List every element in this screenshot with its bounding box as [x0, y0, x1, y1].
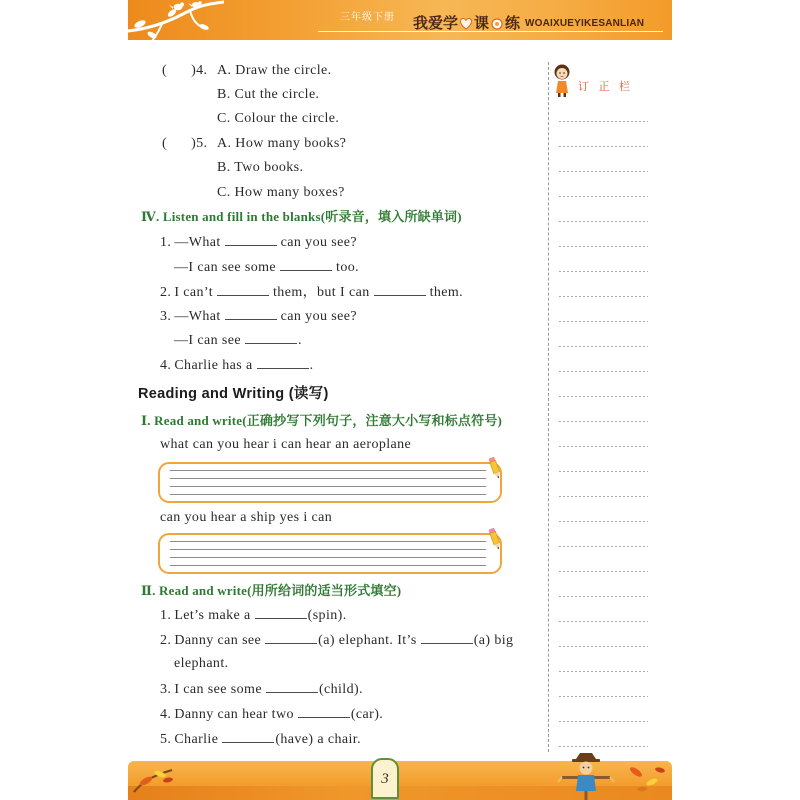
fill-line: [160, 233, 357, 251]
writing-line: [170, 541, 486, 542]
correction-column-divider: [548, 62, 549, 752]
correction-lines: [557, 97, 648, 748]
section-heading-listen-fill: Ⅳ. Listen and fill in the blanks(听录音，填入所缺单词): [141, 209, 462, 224]
question-number: 2.: [160, 285, 172, 300]
choice-question-4: [162, 62, 207, 80]
heart-icon: [460, 16, 472, 28]
answer-blank: [280, 258, 332, 271]
option-b: B. Cut the circle.: [217, 87, 320, 102]
writing-line: [170, 557, 486, 558]
line-text: Charlie: [174, 732, 219, 747]
question-number: 1.: [160, 608, 172, 623]
answer-bracket-close: ): [191, 136, 197, 151]
line-text: them.: [429, 285, 464, 300]
writing-line: [170, 549, 486, 550]
scarecrow-icon: [556, 749, 616, 800]
correction-column-title: 订 正 栏: [578, 80, 633, 93]
fill-line: [174, 331, 302, 349]
section-title-reading-writing: Reading and Writing (读写): [138, 386, 329, 402]
option-a: A. Draw the circle.: [217, 63, 332, 78]
leaf-icon: [624, 762, 668, 796]
line-text: Let’s make a: [174, 608, 251, 623]
copy-sentence: what can you hear i can hear an aeroplane: [160, 437, 412, 452]
question-number: 4.: [160, 707, 172, 722]
answer-blank: [298, 705, 350, 718]
section-heading-word-form: Ⅱ. Read and write(用所给词的适当形式填空): [141, 583, 402, 598]
option-c: C. How many boxes?: [217, 185, 345, 200]
fill-line: [160, 730, 361, 748]
line-text: (car).: [350, 707, 384, 722]
line-text: .: [297, 333, 302, 348]
grade-label: 三年级下册: [340, 12, 395, 23]
girl-icon: [551, 63, 573, 97]
brand-text-2: 课: [474, 13, 490, 32]
line-text: can you see?: [280, 235, 357, 250]
fill-line: [160, 307, 357, 325]
writing-line: [170, 478, 486, 479]
choice-question-5: [162, 135, 207, 153]
line-text: too.: [336, 260, 360, 275]
line-text: —What: [174, 235, 221, 250]
answer-blank: [257, 356, 309, 369]
answer-blank: [225, 233, 277, 246]
circle-badge-icon: [491, 16, 503, 28]
section-heading-copy: Ⅰ. Read and write(正确抄写下列句子，注意大小写和标点符号): [141, 413, 503, 428]
question-number: 4.: [196, 63, 208, 78]
option-b: B. Two books.: [217, 160, 304, 175]
line-text: —What: [174, 309, 221, 324]
fill-line: [160, 606, 347, 624]
writing-line: [170, 565, 486, 566]
answer-blank: [374, 283, 426, 296]
copy-sentence: can you hear a ship yes i can: [160, 510, 333, 525]
fill-line: [160, 705, 383, 723]
fill-line-continuation: elephant.: [174, 656, 229, 671]
line-text: I can see some: [174, 682, 262, 697]
line-text: .: [309, 358, 314, 373]
answer-bracket-close: ): [191, 63, 197, 78]
question-number: 5.: [196, 136, 208, 151]
line-text: I can’t: [174, 285, 214, 300]
answer-blank: [266, 680, 318, 693]
line-text: —I can see: [174, 333, 241, 348]
brand-pinyin: WOAIXUEYIKESANLIAN: [525, 18, 645, 29]
line-text: (a) big: [473, 633, 514, 648]
brand-text-1: 我爱学: [413, 13, 459, 32]
bird-icon: [169, 3, 184, 11]
fill-line: [160, 356, 314, 374]
option-c: C. Colour the circle.: [217, 111, 340, 126]
answer-bracket-open: (: [162, 136, 168, 151]
fill-line: [160, 283, 463, 301]
line-text: can you see?: [280, 309, 357, 324]
fill-line: [160, 631, 513, 649]
option-a: A. How many books?: [217, 136, 347, 151]
writing-box: [158, 462, 502, 503]
answer-blank: [255, 606, 307, 619]
leaf-icon: [132, 764, 176, 794]
writing-line: [170, 494, 486, 495]
answer-blank: [421, 631, 473, 644]
answer-blank: [245, 331, 297, 344]
question-number: 3.: [160, 309, 172, 324]
writing-box: [158, 533, 502, 574]
answer-blank: [222, 730, 274, 743]
brand-text-3: 练: [505, 13, 521, 32]
brand-title: [413, 12, 520, 32]
page-number-frame: [371, 758, 399, 799]
answer-bracket-open: (: [162, 63, 168, 78]
line-text: Danny can hear two: [174, 707, 294, 722]
pencil-icon: [487, 527, 503, 551]
line-text: —I can see some: [174, 260, 277, 275]
writing-line: [170, 470, 486, 471]
line-text: (spin).: [307, 608, 347, 623]
question-number: 3.: [160, 682, 172, 697]
question-number: 2.: [160, 633, 172, 648]
line-text: (a) elephant. It’s: [318, 633, 417, 648]
page-number: 3: [381, 771, 389, 787]
question-number: 5.: [160, 732, 172, 747]
fill-line: [160, 680, 363, 698]
writing-line: [170, 486, 486, 487]
tree-branch-icon: [128, 0, 224, 50]
line-text: Danny can see: [174, 633, 262, 648]
question-number: 4.: [160, 358, 172, 373]
line-text: them，but I can: [273, 285, 370, 300]
pencil-icon: [487, 456, 503, 480]
answer-blank: [217, 283, 269, 296]
fill-line: [174, 258, 359, 276]
line-text: Charlie has a: [174, 358, 253, 373]
answer-blank: [225, 307, 277, 320]
line-text: (child).: [318, 682, 363, 697]
line-text: (have) a chair.: [275, 732, 362, 747]
answer-blank: [265, 631, 317, 644]
question-number: 1.: [160, 235, 172, 250]
